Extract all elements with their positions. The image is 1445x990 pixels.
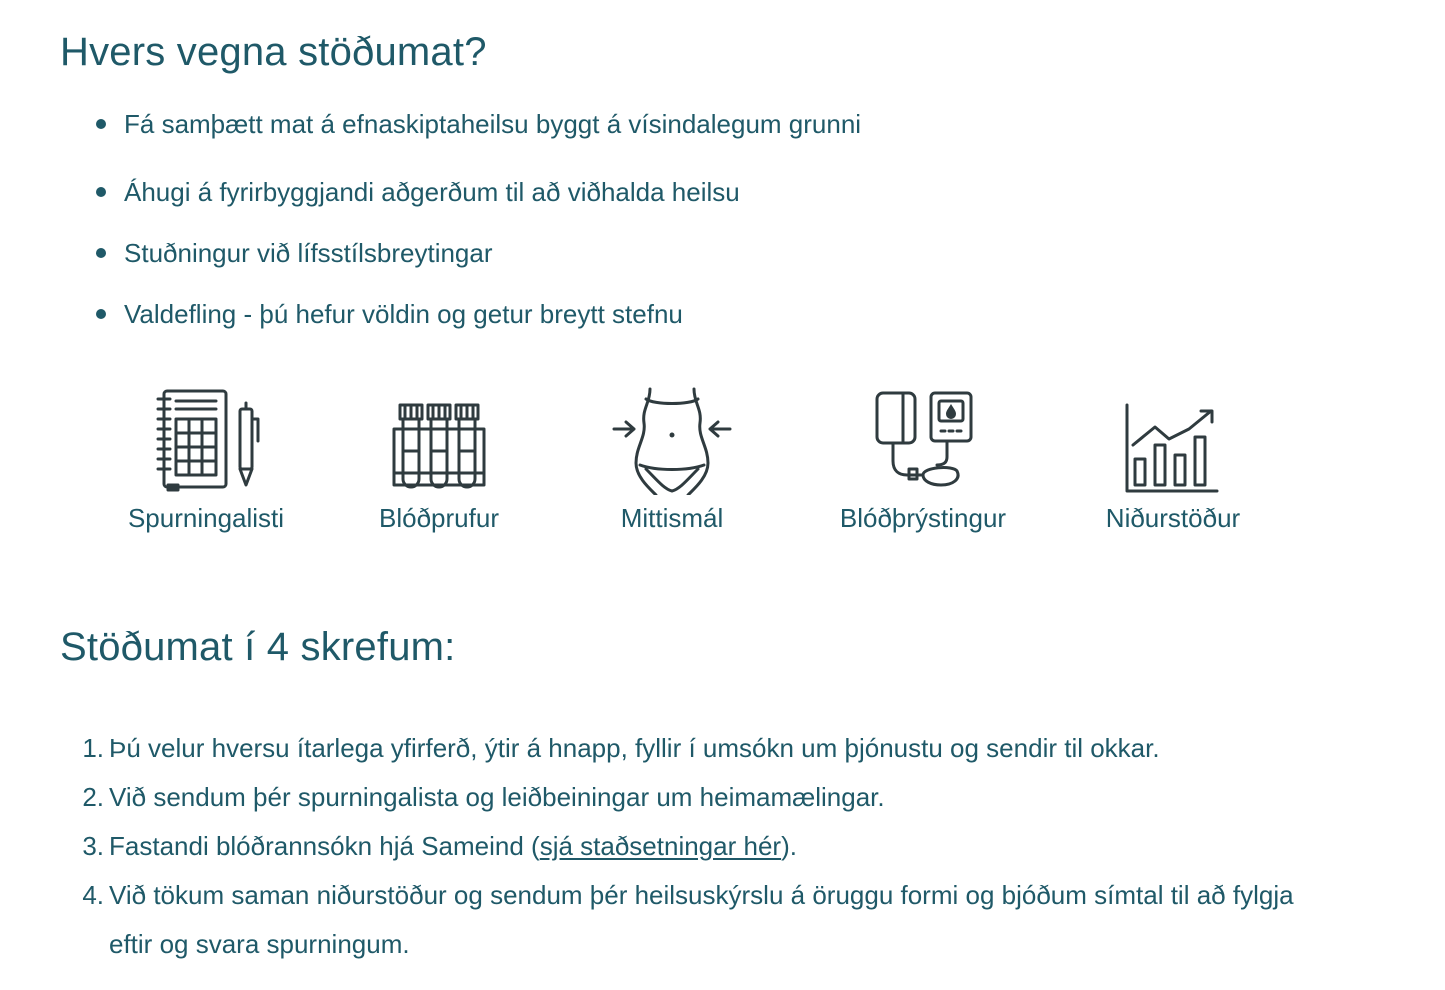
step-number: 2. [82,782,104,812]
bullet-dot-icon [96,248,106,258]
benefit-text: Valdefling - þú hefur völdin og getur breytt stefnu [124,298,683,329]
section-title-steps: Stöðumat í 4 skrefum: [60,625,456,669]
feature-blood-pressure [813,385,1033,545]
benefit-item [96,174,740,210]
benefit-text: Fá samþætt mat á efnaskiptaheilsu byggt á vísindalegum grunni [124,108,862,139]
feature-questionnaire [96,385,316,545]
feature-label: Blóðprufur [379,503,499,533]
bullet-dot-icon [96,309,106,319]
section-title-why: Hvers vegna stöðumat? [60,30,487,74]
feature-label: Niðurstöður [1105,503,1241,533]
bullet-dot-icon [96,119,106,129]
feature-results [1063,385,1283,545]
growth-chart-icon [1113,385,1233,495]
locations-link[interactable]: sjá staðsetningar hér [539,831,782,861]
notebook-pen-icon [146,385,266,495]
bullet-dot-icon [96,187,106,197]
benefit-item [96,296,683,332]
waist-icon [612,385,732,495]
benefit-text: Stuðningur við lífsstílsbreytingar [124,237,493,268]
feature-label: Mittismál [620,503,724,533]
step-text-after: ). [781,831,797,861]
benefit-item [96,235,493,271]
feature-label: Spurningalisti [127,503,285,533]
test-tubes-icon [379,385,499,495]
step-text: Við sendum þér spurningalista og leiðbeiningar um heimamælingar. [109,782,885,812]
step-number: 3. [82,831,104,861]
step-number: 1. [82,733,104,763]
step-number: 4. [82,880,104,910]
benefit-text: Áhugi á fyrirbyggjandi aðgerðum til að viðhalda heilsu [124,176,740,207]
feature-label: Blóðþrýstingur [839,503,1007,533]
step-text-before: Fastandi blóðrannsókn hjá Sameind ( [109,831,540,861]
step-text: Þú velur hversu ítarlega yfirferð, ýtir á hnapp, fyllir í umsókn um þjónustu og sendir til okkar. [109,733,1160,763]
feature-waist [562,385,782,545]
blood-pressure-monitor-icon [863,385,983,495]
step-text: Við tökum saman niðurstöður og sendum þér heilsuskýrslu á öruggu formi og bjóðum símtal til að fylgja eftir og svara spurningum. [109,880,1294,959]
benefit-item [96,106,861,142]
step-text [109,822,1309,871]
feature-blood-tests [329,385,549,545]
